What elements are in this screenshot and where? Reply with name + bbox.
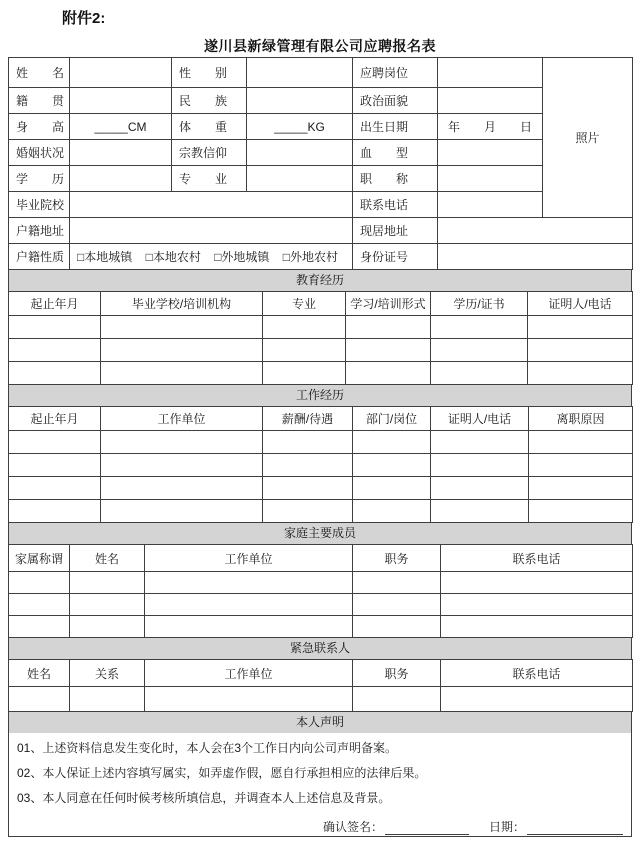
table-row [9, 58, 633, 88]
table-row [9, 687, 633, 712]
photo-placeholder: 照片 [543, 58, 633, 218]
hukou-address-label: 户籍地址 [9, 218, 70, 244]
form-title: 遂川县新绿管理有限公司应聘报名表 [204, 38, 436, 54]
signature-row [15, 818, 625, 835]
major-value-cell[interactable] [247, 166, 353, 192]
empty-cell[interactable] [529, 500, 633, 523]
empty-cell[interactable] [9, 454, 101, 477]
empty-cell[interactable] [101, 316, 263, 339]
empty-cell[interactable] [9, 316, 101, 339]
empty-cell[interactable] [431, 431, 529, 454]
empty-cell[interactable] [9, 500, 101, 523]
empty-cell[interactable] [9, 687, 70, 712]
empty-cell[interactable] [528, 362, 633, 385]
table-row [9, 477, 633, 500]
date-line[interactable] [527, 822, 623, 835]
empty-cell[interactable] [431, 454, 529, 477]
work-col-header: 起止年月 [9, 407, 101, 431]
checkbox-option-local-urban[interactable]: □本地城镇 [77, 250, 133, 264]
table-header-row [9, 407, 633, 431]
birth-date-value-cell[interactable]: 年 月 日 [438, 114, 543, 140]
political-status-label: 政治面貌 [353, 88, 438, 114]
job-title-label: 职 称 [353, 166, 438, 192]
section-header-declaration: 本人声明 [8, 712, 632, 733]
empty-cell[interactable] [145, 594, 353, 616]
empty-cell[interactable] [263, 316, 346, 339]
empty-cell[interactable] [441, 594, 633, 616]
table-row [9, 316, 633, 339]
empty-cell[interactable] [353, 572, 441, 594]
attachment-label: 附件2: [62, 10, 106, 27]
empty-cell[interactable] [353, 477, 431, 500]
empty-cell[interactable] [353, 616, 441, 638]
education-table [8, 291, 633, 385]
position-label: 应聘岗位 [353, 58, 438, 88]
table-row [9, 616, 633, 638]
table-row [9, 166, 633, 192]
empty-cell[interactable] [101, 454, 263, 477]
empty-cell[interactable] [70, 572, 145, 594]
political-status-value-cell[interactable] [438, 88, 543, 114]
religion-value-cell[interactable] [247, 140, 353, 166]
empty-cell[interactable] [529, 431, 633, 454]
family-table [8, 544, 633, 638]
height-value-cell[interactable]: _____CM [70, 114, 172, 140]
empty-cell[interactable] [528, 316, 633, 339]
application-form-table [8, 57, 632, 837]
checkbox-option-nonlocal-rural[interactable]: □外地农村 [282, 250, 339, 264]
work-col-header: 证明人/电话 [431, 407, 529, 431]
empty-cell[interactable] [353, 594, 441, 616]
contact-phone-value-cell[interactable] [438, 192, 543, 218]
section-header-family: 家庭主要成员 [8, 523, 632, 544]
emergency-col-header: 姓名 [9, 660, 70, 687]
current-address-label: 现居地址 [353, 218, 438, 244]
table-header-row [9, 292, 633, 316]
table-row [9, 431, 633, 454]
empty-cell[interactable] [346, 316, 431, 339]
family-col-header: 联系电话 [441, 545, 633, 572]
graduate-school-value-cell[interactable] [70, 192, 353, 218]
native-place-value-cell[interactable] [70, 88, 172, 114]
position-value-cell[interactable] [438, 58, 543, 88]
empty-cell[interactable] [9, 477, 101, 500]
education-col-header: 毕业学校/培训机构 [101, 292, 263, 316]
empty-cell[interactable] [70, 594, 145, 616]
graduate-school-label: 毕业院校 [9, 192, 70, 218]
work-col-header: 离职原因 [529, 407, 633, 431]
blood-type-value-cell[interactable] [438, 140, 543, 166]
table-header-row [9, 660, 633, 687]
work-table [8, 406, 633, 523]
work-col-header: 部门/岗位 [353, 407, 431, 431]
empty-cell[interactable] [353, 687, 441, 712]
table-row [9, 114, 633, 140]
empty-cell[interactable] [145, 572, 353, 594]
work-col-header: 薪酬/待遇 [263, 407, 353, 431]
education-col-header: 起止年月 [9, 292, 101, 316]
empty-cell[interactable] [441, 687, 633, 712]
weight-label: 体 重 [172, 114, 247, 140]
table-row [9, 500, 633, 523]
weight-value-cell[interactable]: _____KG [247, 114, 353, 140]
declaration-item: 02、本人保证上述内容填写属实，如弄虚作假，愿自行承担相应的法律后果。 [17, 766, 427, 780]
work-col-header: 工作单位 [101, 407, 263, 431]
education-col-header: 证明人/电话 [528, 292, 633, 316]
empty-cell[interactable] [263, 362, 346, 385]
table-row [9, 454, 633, 477]
empty-cell[interactable] [9, 594, 70, 616]
family-col-header: 姓名 [70, 545, 145, 572]
empty-cell[interactable] [431, 339, 528, 362]
blood-type-label: 血 型 [353, 140, 438, 166]
section-header-education: 教育经历 [8, 270, 632, 291]
empty-cell[interactable] [9, 362, 101, 385]
empty-cell[interactable] [353, 454, 431, 477]
empty-cell[interactable] [145, 687, 353, 712]
table-header-row [9, 545, 633, 572]
section-header-work: 工作经历 [8, 385, 632, 406]
empty-cell[interactable] [263, 431, 353, 454]
education-label: 学 历 [9, 166, 70, 192]
empty-cell[interactable] [9, 572, 70, 594]
marital-status-label: 婚姻状况 [9, 140, 70, 166]
date-label: 日期： [488, 820, 525, 834]
empty-cell[interactable] [346, 339, 431, 362]
education-col-header: 学习/培训形式 [346, 292, 431, 316]
birth-date-label: 出生日期 [353, 114, 438, 140]
table-row [9, 594, 633, 616]
empty-cell[interactable] [441, 572, 633, 594]
hukou-type-options-cell [70, 244, 353, 270]
empty-cell[interactable] [441, 616, 633, 638]
empty-cell[interactable] [353, 431, 431, 454]
emergency-col-header: 关系 [70, 660, 145, 687]
empty-cell[interactable] [528, 339, 633, 362]
education-col-header: 专业 [263, 292, 346, 316]
declaration-item: 01、上述资料信息发生变化时，本人会在3个工作日内向公司声明备案。 [17, 741, 398, 755]
table-row [9, 192, 633, 218]
empty-cell[interactable] [263, 500, 353, 523]
section-header-emergency: 紧急联系人 [8, 638, 632, 659]
id-number-label: 身份证号 [353, 244, 438, 270]
empty-cell[interactable] [263, 477, 353, 500]
education-value-cell[interactable] [70, 166, 172, 192]
name-value-cell[interactable] [70, 58, 172, 88]
hukou-address-value-cell[interactable] [70, 218, 353, 244]
table-row [9, 362, 633, 385]
gender-label: 性 别 [172, 58, 247, 88]
empty-cell[interactable] [346, 362, 431, 385]
checkbox-option-nonlocal-urban[interactable]: □外地城镇 [214, 250, 270, 264]
empty-cell[interactable] [431, 316, 528, 339]
religion-label: 宗教信仰 [172, 140, 247, 166]
signature-label: 确认签名： [322, 820, 383, 834]
empty-cell[interactable] [101, 362, 263, 385]
empty-cell[interactable] [263, 339, 346, 362]
emergency-col-header: 工作单位 [145, 660, 353, 687]
job-title-value-cell[interactable] [438, 166, 543, 192]
empty-cell[interactable] [263, 454, 353, 477]
contact-phone-label: 联系电话 [353, 192, 438, 218]
id-number-value-cell[interactable] [438, 244, 633, 270]
empty-cell[interactable] [431, 362, 528, 385]
table-row [9, 88, 633, 114]
table-row [9, 339, 633, 362]
signature-line[interactable] [385, 822, 469, 835]
empty-cell[interactable] [431, 500, 529, 523]
empty-cell[interactable] [101, 477, 263, 500]
emergency-table [8, 659, 633, 712]
name-label: 姓 名 [9, 58, 70, 88]
hukou-type-label: 户籍性质 [9, 244, 70, 270]
current-address-value-cell[interactable] [438, 218, 633, 244]
table-row [9, 244, 633, 270]
family-col-header: 工作单位 [145, 545, 353, 572]
height-label: 身 高 [9, 114, 70, 140]
marital-status-value-cell[interactable] [70, 140, 172, 166]
native-place-label: 籍 贯 [9, 88, 70, 114]
empty-cell[interactable] [101, 500, 263, 523]
empty-cell[interactable] [145, 616, 353, 638]
empty-cell[interactable] [101, 339, 263, 362]
empty-cell[interactable] [70, 616, 145, 638]
empty-cell[interactable] [529, 477, 633, 500]
emergency-col-header: 职务 [353, 660, 441, 687]
empty-cell[interactable] [431, 477, 529, 500]
table-row [9, 572, 633, 594]
ethnicity-value-cell[interactable] [247, 88, 353, 114]
major-label: 专 业 [172, 166, 247, 192]
empty-cell[interactable] [9, 431, 101, 454]
declaration-box [8, 733, 632, 837]
personal-info-table [8, 57, 633, 270]
empty-cell[interactable] [353, 500, 431, 523]
declaration-item: 03、本人同意在任何时候考核所填信息，并调查本人上述信息及背景。 [17, 791, 391, 805]
family-col-header: 家属称谓 [9, 545, 70, 572]
gender-value-cell[interactable] [247, 58, 353, 88]
empty-cell[interactable] [101, 431, 263, 454]
emergency-col-header: 联系电话 [441, 660, 633, 687]
empty-cell[interactable] [529, 454, 633, 477]
empty-cell[interactable] [70, 687, 145, 712]
table-row [9, 218, 633, 244]
table-row [9, 140, 633, 166]
empty-cell[interactable] [9, 339, 101, 362]
ethnicity-label: 民 族 [172, 88, 247, 114]
empty-cell[interactable] [9, 616, 70, 638]
checkbox-option-local-rural[interactable]: □本地农村 [145, 250, 201, 264]
education-col-header: 学历/证书 [431, 292, 528, 316]
family-col-header: 职务 [353, 545, 441, 572]
